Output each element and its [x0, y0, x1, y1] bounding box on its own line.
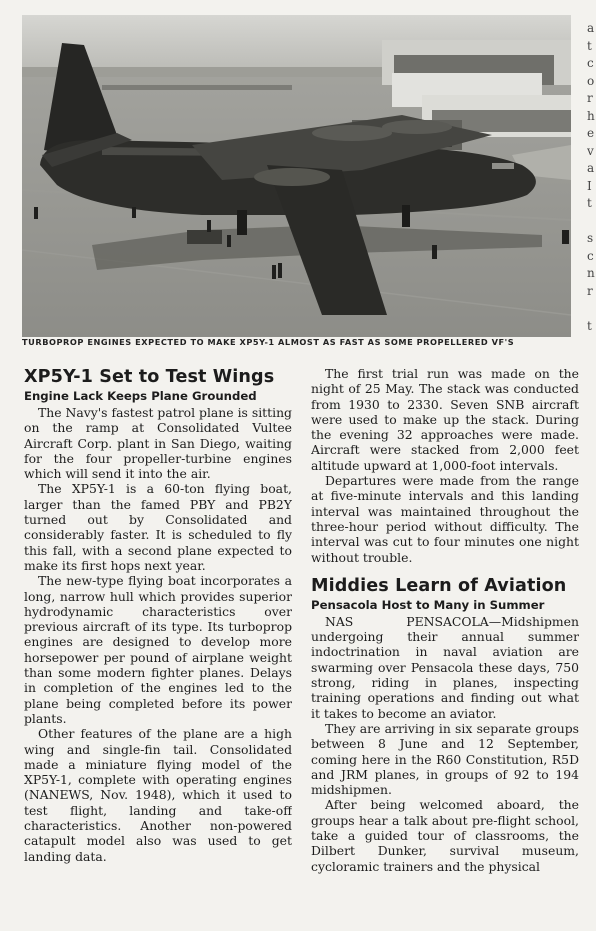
adjacent-column-fragments: a t c o r h e v a I t s c n r t [587, 21, 595, 333]
article-paragraph: The new-type flying boat incorporates a long, narrow hull which provides superior hydrodynamic characteristics over previous aircraft of its type. Its turboprop engines are designed to develop more horsepower per pound of airplane weight than some modern fighter planes. Delays in completion of the engines led to the plane being completed before its power plants. [24, 573, 292, 726]
right-column [311, 366, 579, 931]
continued-paragraph: Departures were made from the range at five-minute intervals and this landing interval was maintained throughout the three-hour period without difficulty. The interval was cut to four minutes one night without trouble. [311, 473, 579, 565]
article-paragraph: Other features of the plane are a high wing and single-fin tail. Consolidated made a miniature flying model of the XP5Y-1, complete with operating engines (NANEWS, Nov. 1948), which it used to test flight, landing and take-off characteristics. Another non-powered catapult model also was used to get landing data. [24, 726, 292, 864]
article-headline: XP5Y-1 Set to Test Wings [24, 367, 275, 387]
article-paragraph: The Navy's fastest patrol plane is sitting on the ramp at Consolidated Vultee Aircraft Corp. plant in San Diego, waiting for the four propeller-turbine engines which will send it into the air. [24, 405, 292, 482]
left-column [24, 366, 292, 926]
article-subhead: Engine Lack Keeps Plane Grounded [24, 389, 257, 403]
article-paragraph: After being welcomed aboard, the groups hear a talk about pre-flight school, take a guided tour of classrooms, the Dilbert Dunker, survival museum, cycloramic trainers and the physical [311, 797, 579, 874]
article-paragraph: The XP5Y-1 is a 60-ton flying boat, larger than the famed PBY and PB2Y turned out by Consolidated and considerably faster. It is scheduled to fly this fall, with a second plane expected to make its first hops next year. [24, 481, 292, 573]
aircraft-photo [22, 15, 571, 337]
article-subhead: Pensacola Host to Many in Summer [311, 597, 545, 612]
article-paragraph: They are arriving in six separate groups between 8 June and 12 September, coming here in the R60 Constitution, R5D and JRM planes, in groups of 92 to 194 midshipmen. [311, 720, 579, 798]
continued-paragraph: The first trial run was made on the night of 25 May. The stack was conducted from 1930 to 2330. Seven SNB aircraft were used to make up the stack. During the evening 32 approaches were made. Aircraft were stacked from 2,000 feet altitude upward at 1,000-foot intervals. [311, 366, 579, 473]
article-headline: Middies Learn of Aviation [311, 575, 567, 596]
photo-caption: TURBOPROP ENGINES EXPECTED TO MAKE XP5Y-1 ALMOST AS FAST AS SOME PROPELLERED VF'S [22, 337, 515, 347]
article-paragraph: NAS PENSACOLA—Midshipmen undergoing their annual summer indoctrination in naval aviation are swarming over Pensacola these days, 750 strong, riding in planes, inspecting training operations and finding out what it takes to become an aviator. [311, 613, 579, 721]
